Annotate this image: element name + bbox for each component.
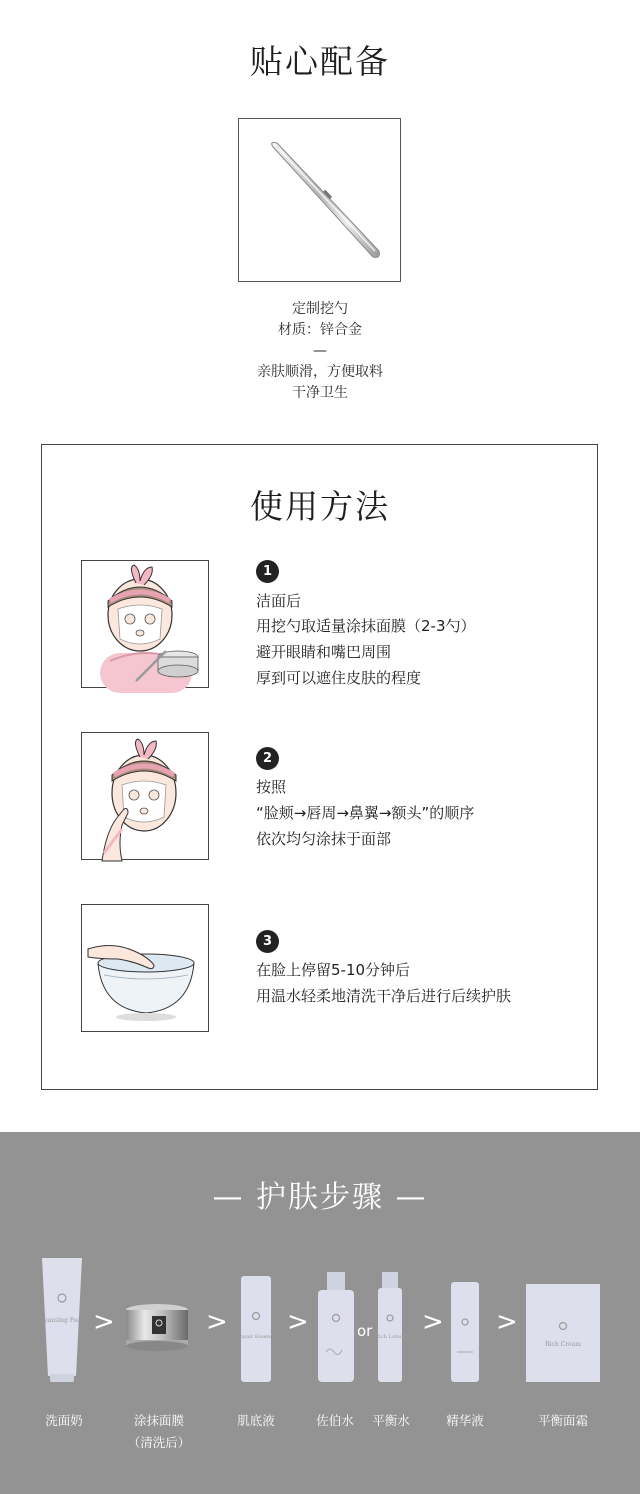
routine-arrow-4: >: [422, 1307, 444, 1337]
label-mask: 涂抹面膜: [133, 1413, 184, 1428]
label-toner: 佐伯水: [316, 1413, 354, 1428]
step-3-image: [81, 904, 209, 1032]
routine-arrow-2: >: [206, 1307, 228, 1337]
routine-title: — 护肤步骤 —: [212, 1180, 428, 1215]
label-cream: 平衡面霜: [537, 1413, 588, 1428]
step-2-line-3: 依次均匀涂抹于面部: [256, 830, 392, 848]
step-1-image: [81, 560, 209, 688]
spoon-image: [238, 118, 401, 282]
repair-essence-product: [236, 1276, 276, 1382]
routine-arrow-5: >: [496, 1307, 518, 1337]
rich-cream-product: [526, 1284, 600, 1382]
label-essence-base: 肌底液: [237, 1413, 275, 1428]
step-1-line-3: 避开眼睛和嘴巴周围: [256, 643, 392, 661]
step-1-line-1: 洁面后: [256, 592, 302, 610]
svg-text:Cleansing Foam: Cleansing Foam: [37, 1317, 87, 1324]
accessory-title: 贴心配备: [250, 42, 390, 81]
label-cleanser: 洗面奶: [45, 1413, 83, 1428]
label-serum: 精华液: [446, 1413, 484, 1428]
accessory-line-1: 定制挖勺: [292, 301, 348, 317]
face-mask-icon: [82, 561, 210, 689]
routine-or: or: [357, 1322, 373, 1340]
label-balancing-toner: 平衡水: [372, 1413, 410, 1428]
step-3-line-1: 在脸上停留5-10分钟后: [256, 961, 411, 979]
spoon-icon: [239, 119, 402, 283]
routine-arrow-1: >: [93, 1307, 115, 1337]
skincare-routine-panel: [0, 1132, 640, 1494]
step-2-number: 2: [256, 747, 279, 770]
svg-text:Rich Lotion: Rich Lotion: [375, 1334, 405, 1340]
step-3-number: 3: [256, 930, 279, 953]
step-2-image: [81, 732, 209, 860]
step-1-line-4: 厚到可以遮住皮肤的程度: [256, 669, 422, 687]
balancing-toner-product: [375, 1272, 405, 1382]
svg-text:Rich Cream: Rich Cream: [545, 1341, 581, 1348]
water-bowl-icon: [82, 905, 210, 1033]
step-1-line-2: 用挖勺取适量涂抹面膜（2-3勺）: [256, 617, 476, 635]
accessory-line-3: 亲肤顺滑，方便取料: [257, 364, 383, 380]
step-1-number: 1: [256, 560, 279, 583]
step-2-line-1: 按照: [256, 778, 287, 796]
face-apply-icon: [82, 733, 210, 861]
routine-arrow-3: >: [287, 1307, 309, 1337]
mask-jar-product: [124, 1302, 190, 1352]
accessory-line-2: 材质：锌合金: [278, 322, 362, 338]
accessory-line-4: 干净卫生: [292, 385, 348, 401]
accessory-divider: —: [313, 343, 327, 359]
toner-product: [318, 1272, 354, 1382]
usage-title: 使用方法: [250, 487, 390, 526]
step-2-line-2: “脸颊→唇周→鼻翼→额头”的顺序: [256, 804, 475, 822]
step-3-line-2: 用温水轻柔地清洗干净后进行后续护肤: [256, 987, 512, 1005]
serum-product: [451, 1282, 479, 1382]
cleansing-foam-product: [37, 1258, 87, 1382]
label-mask-note: （清洗后）: [127, 1435, 191, 1450]
svg-text:Repair Essence: Repair Essence: [236, 1334, 276, 1340]
